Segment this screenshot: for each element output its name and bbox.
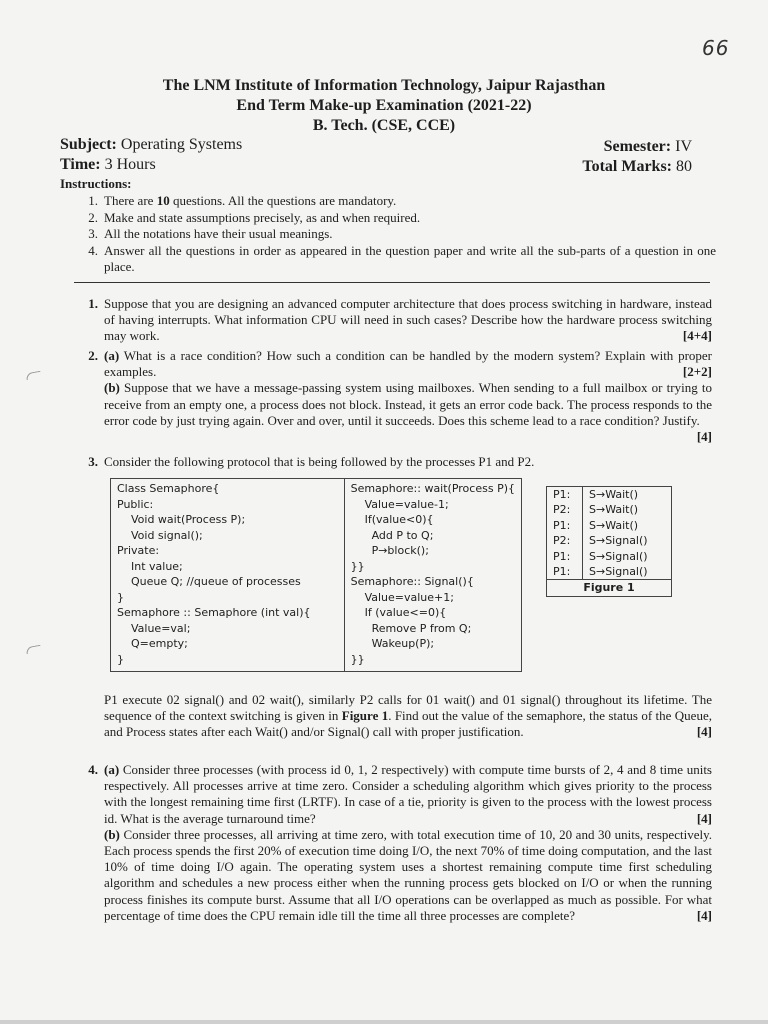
figure-row: P1: S→Wait() <box>547 518 671 533</box>
program-name: B. Tech. (CSE, CCE) <box>312 117 456 134</box>
scan-hole-mark <box>26 645 42 654</box>
semester-label: Semester: <box>603 138 672 155</box>
figure-row: P1: S→Signal() <box>547 549 671 564</box>
figure-row: P1: S→Signal() <box>547 564 671 579</box>
total-marks-label: Total Marks: <box>582 158 672 175</box>
question-2: 2. (a) What is a race condition? How such a condition can be handled by the modern system? Explain with proper examples. [2+2] (b) Suppose that we have a message-passing system using mailboxes. When sending to a full mailbox or trying to receive from an empty one, a process does not block. Instead, it gets an error code back. The process responds to the error code by just trying again. Over and over, until it succeeds. Does this scheme lead to a race condition? Justify. [4] <box>88 348 712 445</box>
section-divider <box>74 282 710 283</box>
question-marks: [2+2] <box>682 364 712 380</box>
exam-info-right <box>582 137 692 177</box>
figure-row: P2: S→Wait() <box>547 502 671 517</box>
page-number: 66 <box>702 36 730 60</box>
semaphore-class-code: Class Semaphore{ Public: Void wait(Process P); Void signal(); Private: Int value; Queue Q; //queue of processes } Semaphore :: Semaphore (int val){ Value=val; Q=empty; } <box>111 479 345 671</box>
question-4: 4. (a) Consider three processes (with process id 0, 1, 2 respectively) with compute time bursts of 2, 4 and 8 time units respectively. All processes arrive at time zero. Consider a scheduling algorithm which gives priority to the process with the longest remaining time first (LRTF). In case of a tie, priority is given to the process with the lowest process id. What is the average turnaround time? [4] (b) Consider three processes, all arriving at time zero, with total execution time of 10, 20 and 30 units, respectively. Each process spends the first 20% of execution time doing I/O, the next 70% of time doing computation, and the last 10% of time doing I/O again. The operating system uses a shortest remaining compute time first scheduling algorithm and schedules a new process either when the running process gets blocked on I/O or when the running process finishes its compute burst. Assume that all I/O operations can be overlapped as much as possible. For what percentage of time does the CPU remain idle till the time all three processes are complete? [4] <box>88 762 712 923</box>
question-1: 1. Suppose that you are designing an advanced computer architecture that does process switching in hardware, instead of having interrupts. What information CPU will need in such cases? Describe how the hardware process switching may work. [4+4] <box>88 296 712 344</box>
figure-1-table <box>546 486 672 597</box>
time-label: Time: <box>60 156 101 173</box>
question-marks: [4+4] <box>682 328 712 344</box>
total-marks-value: 80 <box>672 158 692 175</box>
scan-hole-mark <box>26 371 42 380</box>
question-marks: [4] <box>696 907 712 923</box>
figure-row: P1: S→Wait() <box>547 487 671 502</box>
page-bottom-edge <box>0 1020 768 1024</box>
subject-label: Subject: <box>60 136 117 153</box>
instruction-item: 4. Answer all the questions in order as appeared in the question paper and write all the sub-parts of a question in one place. <box>88 242 716 274</box>
exam-header <box>0 76 768 136</box>
exam-title: End Term Make-up Examination (2021-22) <box>236 97 532 114</box>
question-3: 3. Consider the following protocol that is being followed by the processes P1 and P2. <box>88 454 535 469</box>
instructions-title: Instructions: <box>60 176 132 191</box>
instructions-list <box>60 193 716 276</box>
semaphore-methods-code: Semaphore:: wait(Process P){ Value=value-1; If(value<0){ Add P to Q; P→block(); }} Semaphore:: Signal(){ Value=value+1; If (value<=0){ Remove P from Q; Wakeup(P); }} <box>350 482 515 666</box>
instruction-item: 1. There are 10 questions. All the questions are mandatory. <box>88 193 397 208</box>
subject-value: Operating Systems <box>116 136 243 153</box>
question-marks: [4] <box>696 429 712 445</box>
question-marks: [4] <box>696 724 712 740</box>
institute-name: The LNM Institute of Information Technology, Jaipur Rajasthan <box>162 77 606 94</box>
time-value: 3 Hours <box>100 156 156 173</box>
semaphore-code-table <box>110 478 522 672</box>
figure-row: P2: S→Signal() <box>547 533 671 548</box>
figure-caption: Figure 1 <box>547 579 671 596</box>
instruction-item: 3. All the notations have their usual meanings. <box>88 226 333 241</box>
instruction-item: 2. Make and state assumptions precisely, as and when required. <box>88 209 421 225</box>
question-marks: [4] <box>696 810 712 826</box>
exam-info-left <box>60 135 242 175</box>
semester-value: IV <box>671 138 692 155</box>
question-3-continued: P1 execute 02 signal() and 02 wait(), similarly P2 calls for 01 wait() and 01 signal() throughout its lifetime. The sequence of the context switching is given in Figure 1. Find out the value of the semaphore, the status of the Queue, and Process states after each Wait() and/or Signal() call with proper justification. [4] <box>104 692 712 740</box>
